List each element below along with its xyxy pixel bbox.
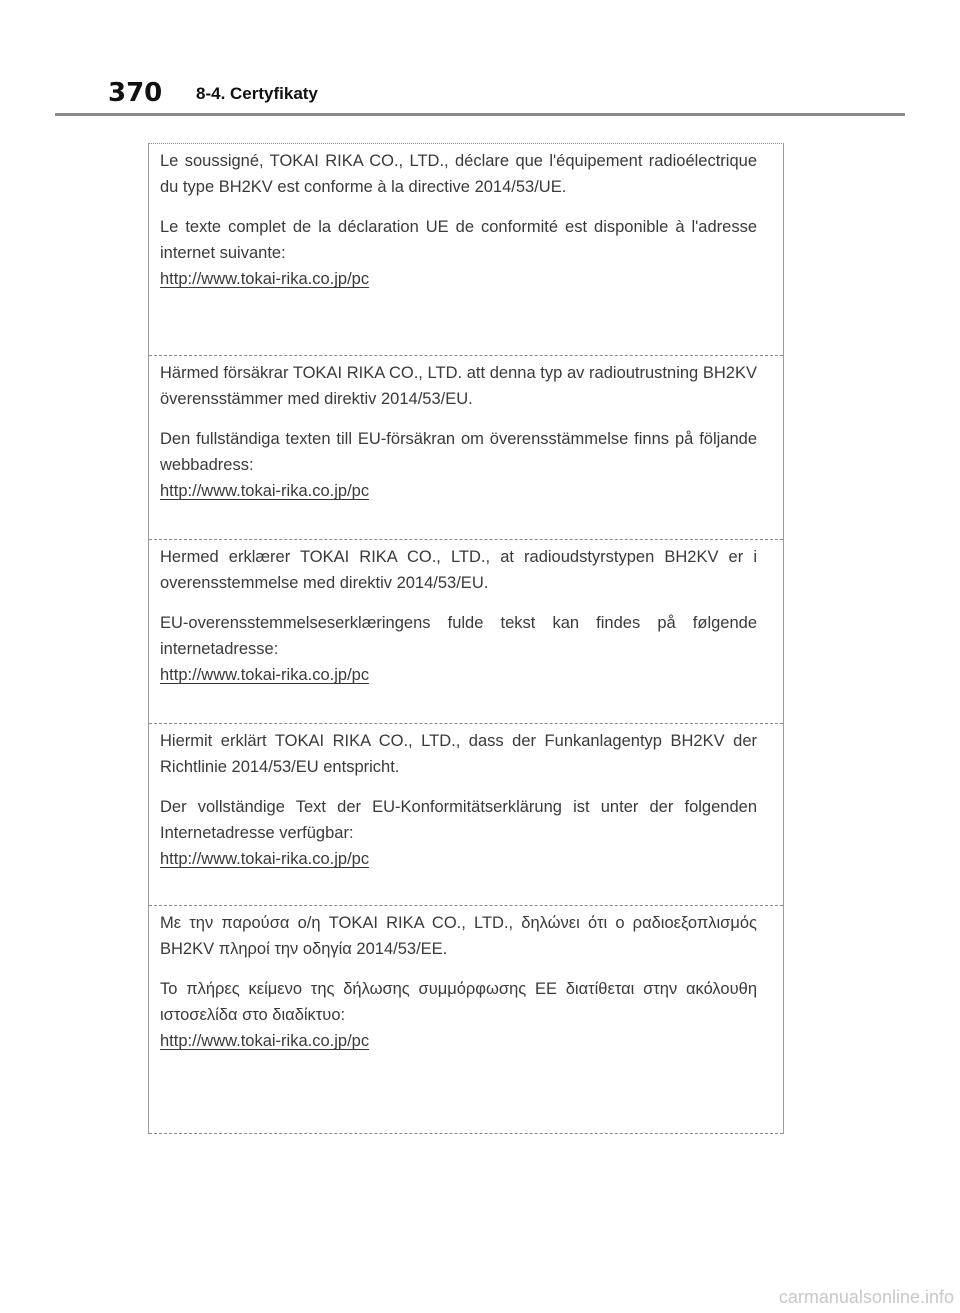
certificate-block-danish [149,540,783,724]
availability-text [160,426,757,504]
header-divider [55,113,905,116]
availability-sentence: Le texte complet de la déclaration UE de conformité est disponible à l'adresse internet suivante: [160,218,757,262]
declaration-text: Le soussigné, TOKAI RIKA CO., LTD., déclare que l'équipement radioélectrique du type BH2KV est conforme à la directive 2014/53/UE. [160,152,757,196]
availability-sentence: Den fullständiga texten till EU-försäkran om överensstämmelse finns på följande webbadress: [160,430,757,474]
availability-text [160,976,757,1054]
declaration-url[interactable]: http://www.tokai-rika.co.jp/pc [160,1032,370,1050]
declaration-url[interactable]: http://www.tokai-rika.co.jp/pc [160,482,370,500]
certificate-box [148,143,784,1134]
section-title: 8-4. Certyfikaty [196,84,318,103]
availability-sentence: EU-overensstemmelseserklæringens fulde tekst kan findes på følgende internetadresse: [160,614,757,658]
declaration-text: Härmed försäkrar TOKAI RIKA CO., LTD. att denna typ av radioutrustning BH2KV överensstämmer med direktiv 2014/53/EU. [160,364,757,408]
certificate-block-german [149,724,783,906]
declaration-url[interactable]: http://www.tokai-rika.co.jp/pc [160,270,370,288]
availability-text [160,214,757,292]
availability-sentence: Der vollständige Text der EU-Konformitätserklärung ist unter der folgenden Internetadresse verfügbar: [160,798,757,842]
availability-text [160,610,757,688]
declaration-text: Με την παρούσα ο/η TOKAI RIKA CO., LTD., δηλώνει ότι ο ραδιοεξοπλισμός BH2KV πληροί την οδηγία 2014/53/ΕΕ. [160,914,757,958]
availability-text [160,794,757,872]
certificate-block-french [149,144,783,356]
declaration-text: Hermed erklærer TOKAI RIKA CO., LTD., at radioudstyrstypen BH2KV er i overensstemmelse med direktiv 2014/53/EU. [160,548,757,592]
availability-sentence: Το πλήρες κείμενο της δήλωσης συμμόρφωσης ΕΕ διατίθεται στην ακόλουθη ιστοσελίδα στο διαδίκτυο: [160,980,757,1024]
declaration-url[interactable]: http://www.tokai-rika.co.jp/pc [160,850,370,868]
declaration-text: Hiermit erklärt TOKAI RIKA CO., LTD., dass der Funkanlagentyp BH2KV der Richtlinie 2014/53/EU entspricht. [160,732,757,776]
page-number: 370 [108,78,163,108]
declaration-url[interactable]: http://www.tokai-rika.co.jp/pc [160,666,370,684]
footer-watermark: carmanualsonline.info [778,1287,954,1307]
certificate-block-swedish [149,356,783,540]
page-header [0,0,960,120]
certificate-block-greek [149,906,783,1134]
